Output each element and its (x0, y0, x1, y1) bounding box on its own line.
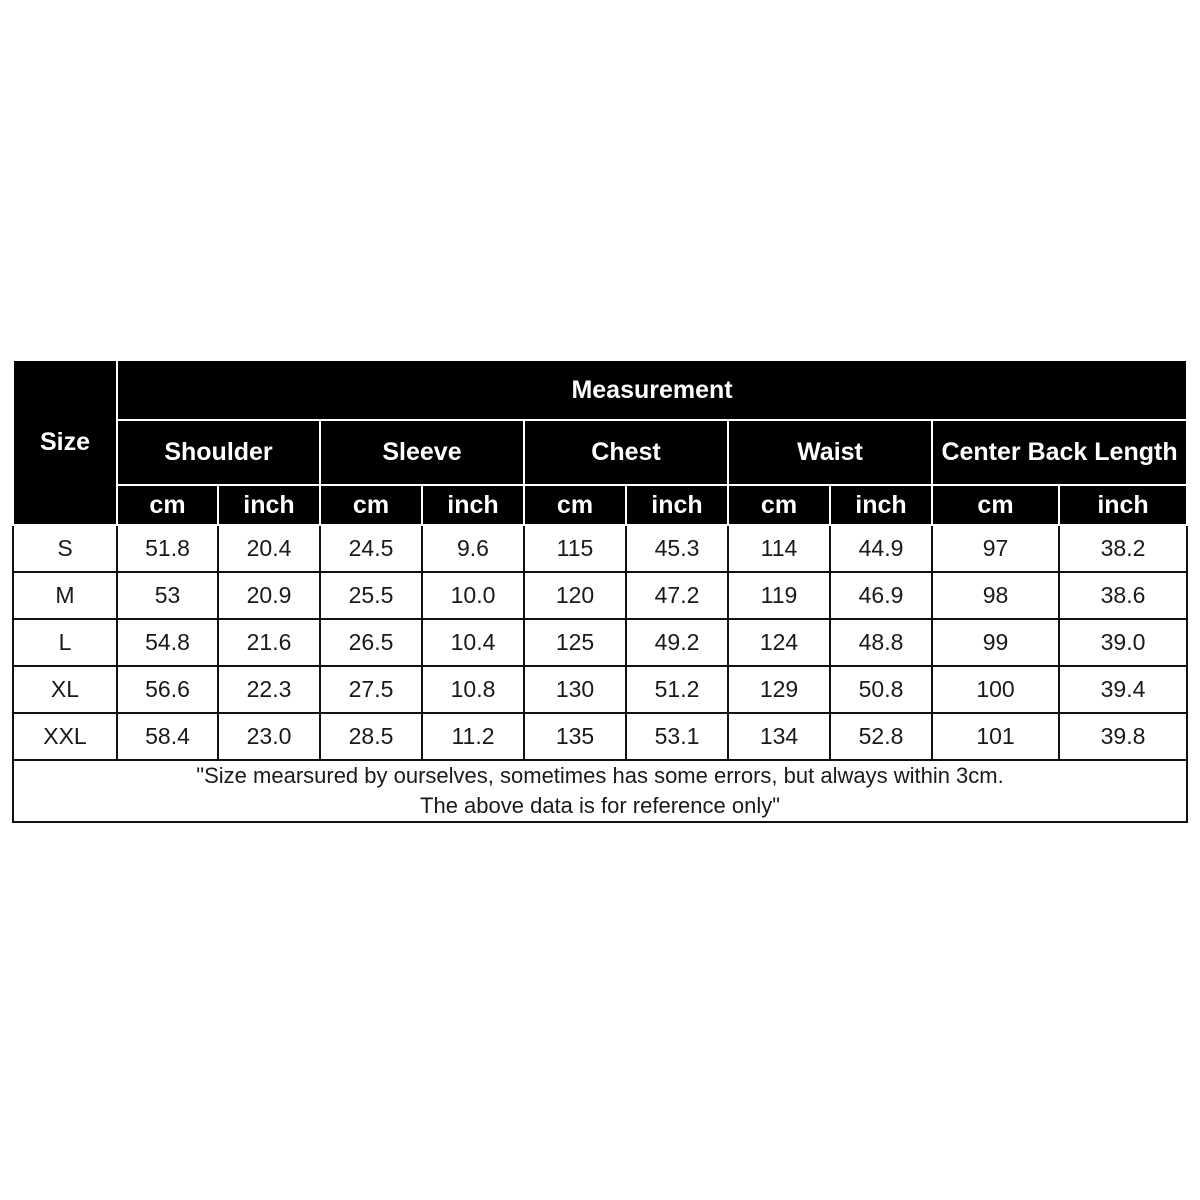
table-cell: 53 (117, 572, 218, 619)
table-cell: 58.4 (117, 713, 218, 760)
table-cell: 51.2 (626, 666, 728, 713)
table-row (13, 666, 1187, 713)
note-line-1: "Size mearsured by ourselves, sometimes has some errors, but always within 3cm. (196, 763, 1004, 788)
table-cell: 9.6 (422, 525, 524, 572)
header-row-units (13, 485, 1187, 525)
size-cell: L (13, 619, 117, 666)
table-cell: 45.3 (626, 525, 728, 572)
table-cell: 21.6 (218, 619, 320, 666)
table-cell: 26.5 (320, 619, 422, 666)
table-cell: 11.2 (422, 713, 524, 760)
table-cell: 124 (728, 619, 830, 666)
size-cell: S (13, 525, 117, 572)
unit-header: cm (932, 485, 1059, 525)
unit-header: cm (728, 485, 830, 525)
group-header-sleeve: Sleeve (320, 420, 524, 485)
table-cell: 28.5 (320, 713, 422, 760)
table-cell: 53.1 (626, 713, 728, 760)
header-row-groups (13, 420, 1187, 485)
table-cell: 50.8 (830, 666, 932, 713)
table-cell: 125 (524, 619, 626, 666)
unit-header: inch (626, 485, 728, 525)
table-cell: 39.0 (1059, 619, 1187, 666)
size-chart-body (13, 360, 1187, 822)
table-cell: 97 (932, 525, 1059, 572)
table-cell: 44.9 (830, 525, 932, 572)
size-cell: M (13, 572, 117, 619)
table-cell: 52.8 (830, 713, 932, 760)
unit-header: inch (422, 485, 524, 525)
table-cell: 22.3 (218, 666, 320, 713)
unit-header: cm (524, 485, 626, 525)
table-cell: 100 (932, 666, 1059, 713)
table-cell: 39.8 (1059, 713, 1187, 760)
size-column-header: Size (13, 360, 117, 525)
table-cell: 56.6 (117, 666, 218, 713)
note-line-2: The above data is for reference only" (420, 793, 781, 818)
table-cell: 10.8 (422, 666, 524, 713)
header-row-measurement (13, 360, 1187, 420)
table-cell: 51.8 (117, 525, 218, 572)
table-cell: 120 (524, 572, 626, 619)
table-cell: 20.4 (218, 525, 320, 572)
table-cell: 115 (524, 525, 626, 572)
unit-header: inch (218, 485, 320, 525)
table-row (13, 713, 1187, 760)
table-cell: 130 (524, 666, 626, 713)
table-cell: 47.2 (626, 572, 728, 619)
group-header-shoulder: Shoulder (117, 420, 320, 485)
table-cell: 54.8 (117, 619, 218, 666)
size-cell: XL (13, 666, 117, 713)
unit-header: cm (320, 485, 422, 525)
unit-header: inch (830, 485, 932, 525)
table-cell: 98 (932, 572, 1059, 619)
table-cell: 20.9 (218, 572, 320, 619)
table-cell: 38.2 (1059, 525, 1187, 572)
table-cell: 24.5 (320, 525, 422, 572)
table-cell: 10.4 (422, 619, 524, 666)
table-cell: 129 (728, 666, 830, 713)
table-row (13, 619, 1187, 666)
group-header-center-back-length: Center Back Length (932, 420, 1187, 485)
table-cell: 10.0 (422, 572, 524, 619)
unit-header: cm (117, 485, 218, 525)
group-header-chest: Chest (524, 420, 728, 485)
table-cell: 119 (728, 572, 830, 619)
size-chart-table (12, 359, 1188, 823)
table-cell: 38.6 (1059, 572, 1187, 619)
unit-header: inch (1059, 485, 1187, 525)
size-cell: XXL (13, 713, 117, 760)
table-row (13, 525, 1187, 572)
table-cell: 46.9 (830, 572, 932, 619)
table-cell: 25.5 (320, 572, 422, 619)
table-cell: 134 (728, 713, 830, 760)
table-cell: 48.8 (830, 619, 932, 666)
table-cell: 49.2 (626, 619, 728, 666)
table-cell: 99 (932, 619, 1059, 666)
table-cell: 27.5 (320, 666, 422, 713)
disclaimer-note (13, 760, 1187, 822)
table-cell: 39.4 (1059, 666, 1187, 713)
note-row (13, 760, 1187, 822)
table-cell: 101 (932, 713, 1059, 760)
table-cell: 114 (728, 525, 830, 572)
table-cell: 23.0 (218, 713, 320, 760)
table-cell: 135 (524, 713, 626, 760)
table-row (13, 572, 1187, 619)
measurement-header: Measurement (117, 360, 1187, 420)
group-header-waist: Waist (728, 420, 932, 485)
